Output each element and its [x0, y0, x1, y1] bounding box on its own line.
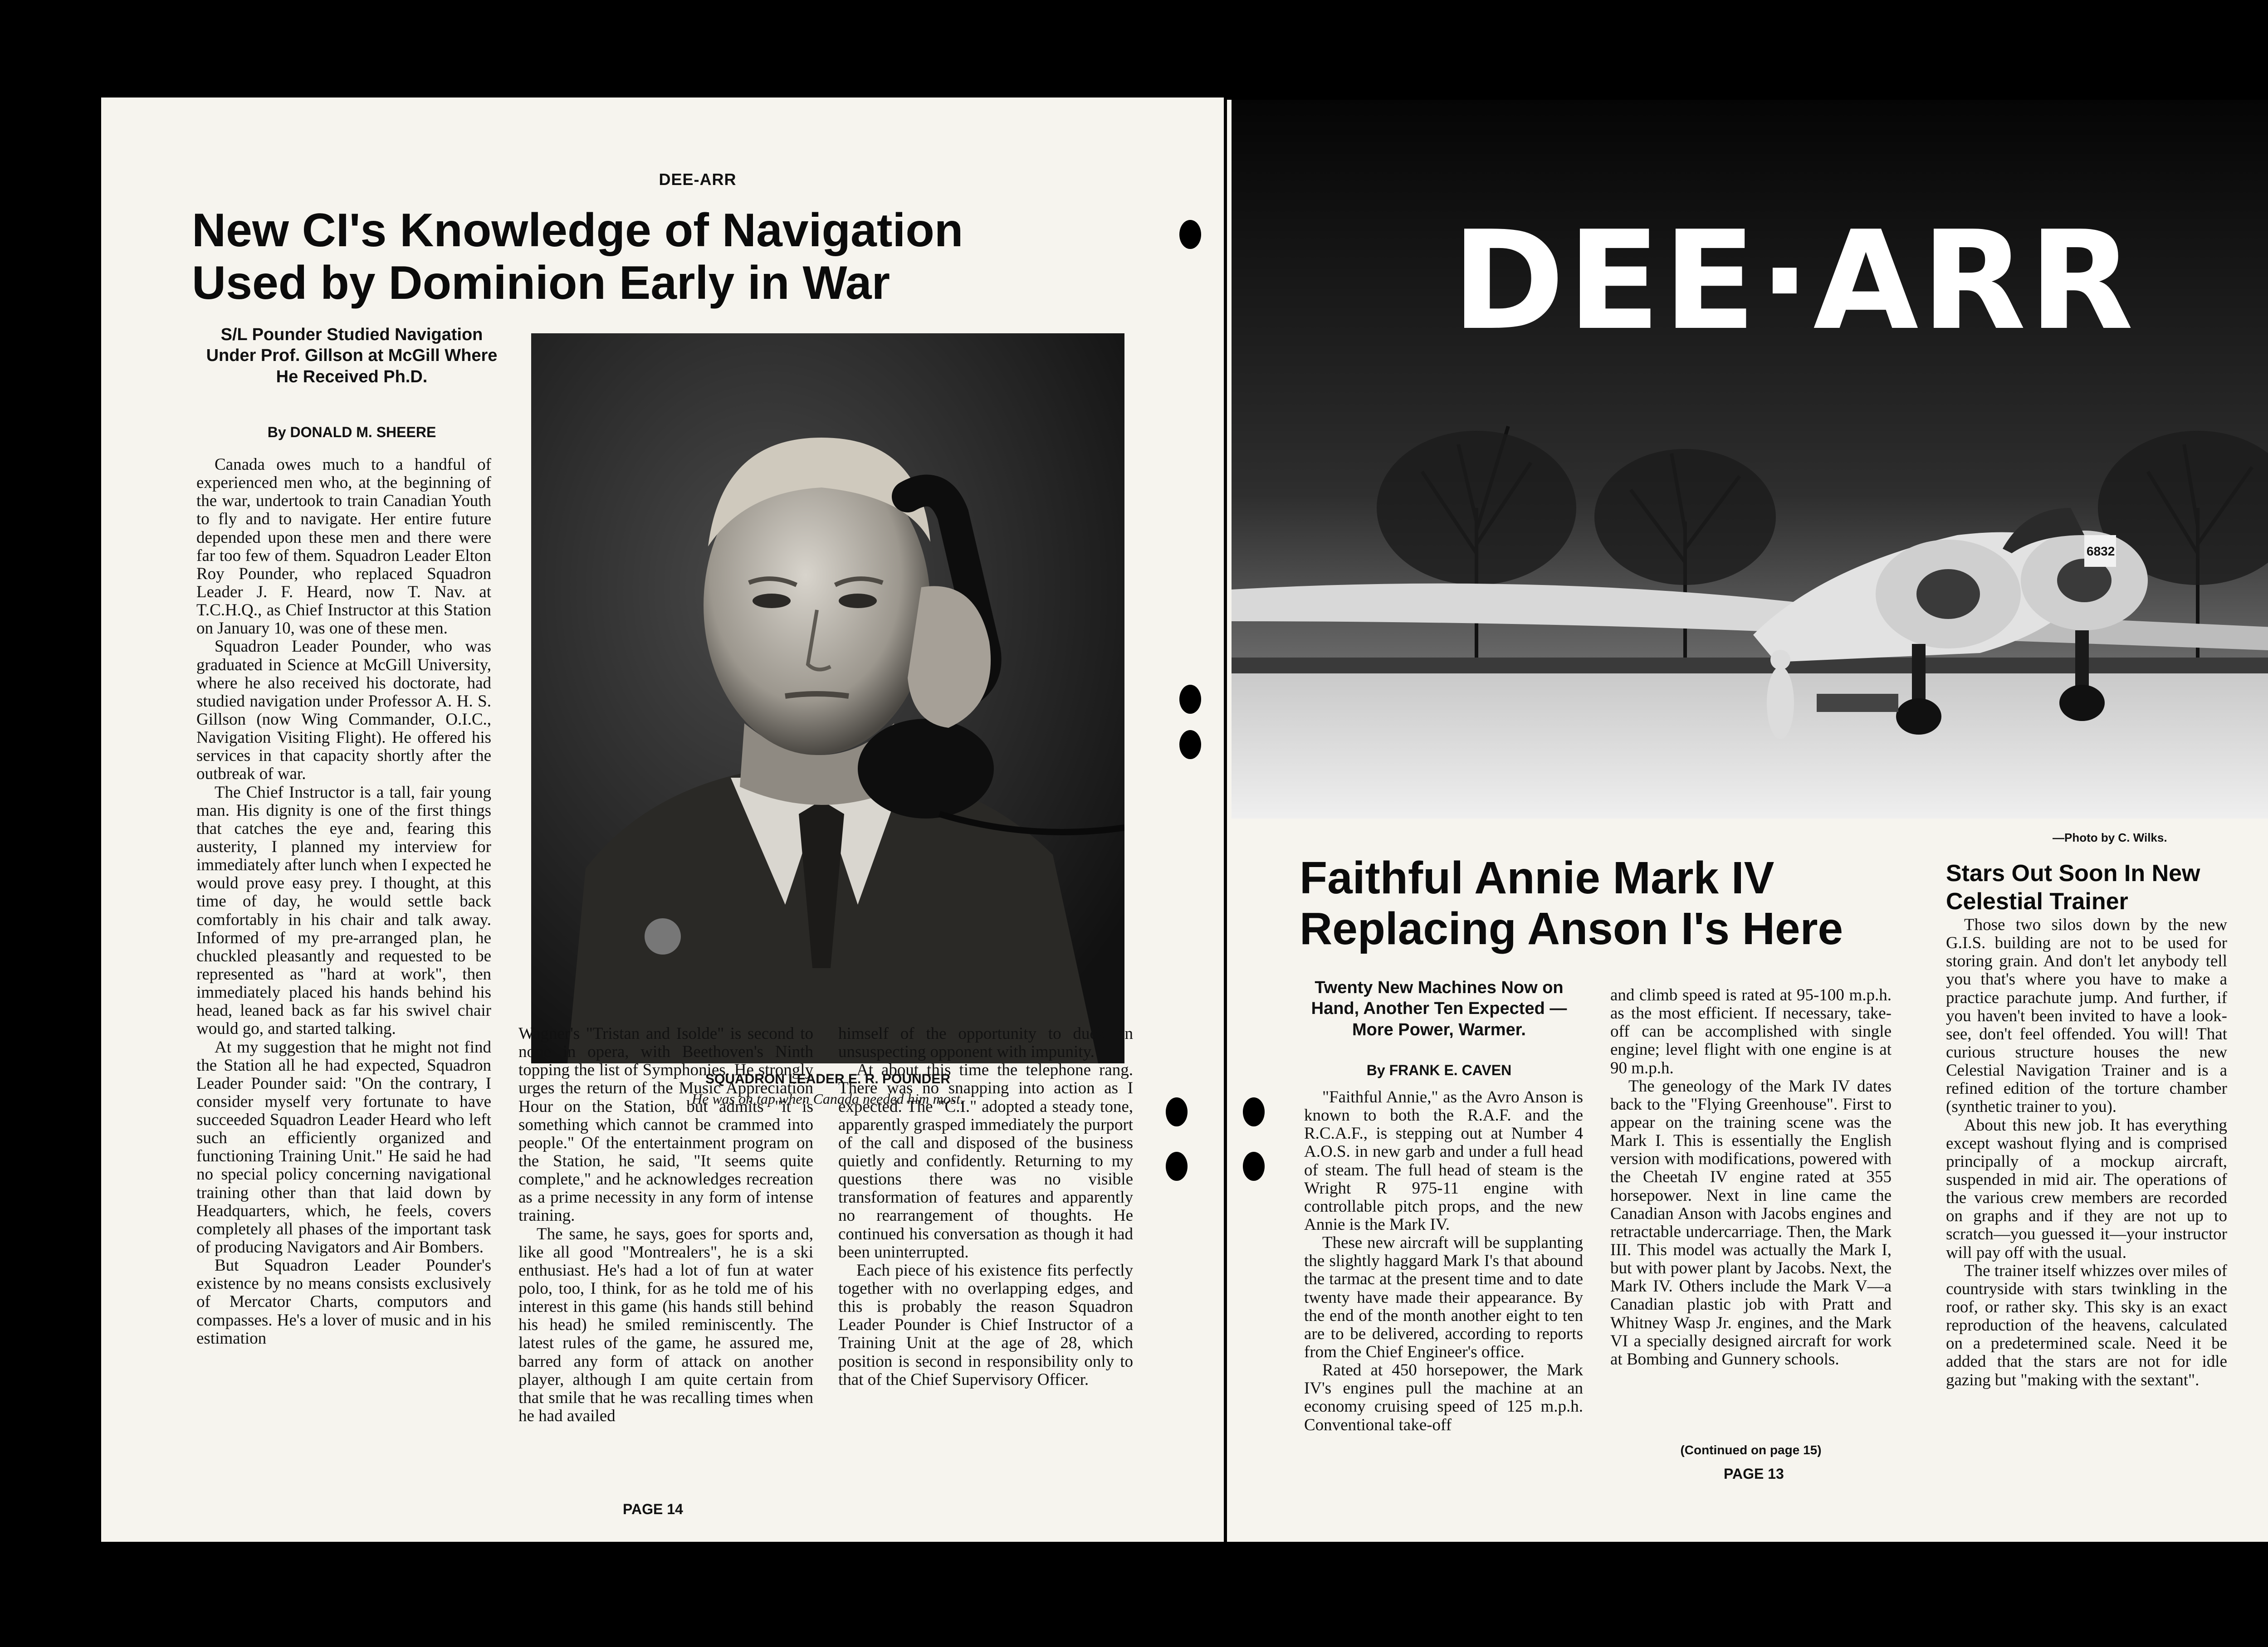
left-article-column-2 — [518, 1025, 813, 1496]
portrait-caption-subtitle: He was on tap when Canada needed him most. — [692, 1091, 964, 1107]
binding-hole — [1179, 730, 1201, 759]
binding-hole — [1166, 1097, 1188, 1126]
right-headline-line-1: Faithful Annie Mark IV — [1300, 853, 1774, 903]
masthead-small: DEE-ARR — [659, 170, 737, 189]
portrait-illustration — [531, 333, 1124, 1063]
left-headline — [192, 204, 1122, 310]
paragraph: The Chief Instructor is a tall, fair young man. His dignity is one of the first things that catches the eye and, fearing this austerity, I planned my interview for immediately after lunch when I expected he would prove easy prey. I thought, at this time of day, he would settle back comfortably in his chair and talk away. Informed of my pre-arranged plan, he chuckled pleasantly and requested to be represented as "hard at work", then immediately placed his hands behind his head, leaned back as far his swivel chair would go, and started talking. — [196, 783, 491, 1038]
paragraph: Each piece of his existence fits perfectly together with no overlapping edges, and this is probably the reason Squadron Leader Pounder is Chief Instructor of a Training Unit at the age of 28, which position is second in responsibility only to that of the Chief Supervisory Officer. — [838, 1261, 1133, 1389]
right-deck: Twenty New Machines Now on Hand, Another Ten Expected — More Power, Warmer. — [1311, 978, 1567, 1039]
right-article-column-3 — [1946, 916, 2227, 1465]
paragraph: Wagner's "Tristan and Isolde" is second to none in opera, with Beethoven's Ninth topping the list of Symphonies. He strongly urges the return of the Music Appreciation Hour on the Station, but admits "it is something which cannot be crammed into people." Of the entertainment program on the Station, he said, "It seems quite complete," and he acknowledges recreation as a prime necessity in any form of intense training. — [518, 1025, 813, 1225]
left-page-number: PAGE 14 — [623, 1501, 683, 1517]
left-article-column-3 — [838, 1025, 1133, 1496]
paragraph: About this new job. It has everything except washout flying and is comprised principally of a mockup aircraft, suspended in mid air. The operations of the various crew members are recorded on graphs and if they are not up to scratch—you guessed it—your instructor will pay off with the usual. — [1946, 1116, 2227, 1262]
paragraph: Squadron Leader Pounder, who was graduated in Science at McGill University, where he also received his doctorate, had studied navigation under Professor A. H. S. Gillson (now Wing Commander, O.I.C., Navigation Visiting Flight). He offered his services in that capacity shortly after the outbreak of war. — [196, 637, 491, 784]
left-page — [101, 97, 1224, 1542]
right-headline-line-2: Replacing Anson I's Here — [1300, 903, 1843, 954]
right-article-column-1 — [1304, 1088, 1583, 1469]
side-headline: Stars Out Soon In New Celestial Trainer — [1946, 860, 2200, 915]
aircraft-photo — [1232, 100, 2268, 819]
paragraph: But Squadron Leader Pounder's existence by no means consists exclusively of Mercator Charts, computors and compasses. He's a lover of music and in his estimation — [196, 1256, 491, 1348]
left-headline-line-2: Used by Dominion Early in War — [192, 257, 890, 310]
right-page — [1227, 100, 2268, 1542]
paragraph: These new aircraft will be supplanting the slightly haggard Mark I's that abound the tarmac at the present time and to date twenty have made their appearance. By the end of the month another eight to ten are to be delivered, according to reports from the Chief Engineer's office. — [1304, 1233, 1583, 1361]
right-article-column-2 — [1610, 986, 1892, 1440]
paragraph: Rated at 450 horsepower, the Mark IV's engines pull the machine at an economy cruising speed of 125 m.p.h. Conventional take-off — [1304, 1361, 1583, 1434]
paragraph: Those two silos down by the new G.I.S. building are not to be used for storing grain. And don't let anybody tell you that's where you have to make a practice parachute jump. And further, if you haven't been invited to have a look-see, don't feel offended. You will! That curious structure houses the new Celestial Navigation Trainer and is a refined edition of the torture chamber (synthetic trainer to you). — [1946, 916, 2227, 1116]
binding-hole — [1179, 685, 1201, 714]
binding-hole — [1166, 1152, 1188, 1181]
left-byline: By DONALD M. SHEERE — [267, 424, 436, 440]
paragraph: The trainer itself whizzes over miles of countryside with stars twinkling in the roof, or rather sky. This sky is an exact reproduction of the heavens, calculated on a predetermined scale. Need it be added that the stars are not for idle gazing but "making with the sextant". — [1946, 1261, 2227, 1389]
binding-hole — [1243, 1097, 1265, 1126]
paragraph: Canada owes much to a handful of experienced men who, at the beginning of the war, undertook to train Canadian Youth to fly and to navigate. Her entire future depended upon these men and there were far too few of them. Squadron Leader Elton Roy Pounder, who replaced Squadron Leader J. F. Heard, now T. Nav. at T.C.H.Q., as Chief Instructor at this Station on January 10, was one of these men. — [196, 456, 491, 638]
paragraph: The same, he says, goes for sports and, like all good "Montrealers", he is a ski enthusiast. He's had a lot of fun at water polo, too, I think, for as he told me of his interest in this game (his hands still behind his head) he smiled reminiscently. The latest rules of the game, he assured me, barred any form of attack on another player, although I am quite certain from that smile that he was recalling times when he had availed — [518, 1224, 813, 1425]
portrait-photo — [531, 333, 1124, 1063]
continued-notice: (Continued on page 15) — [1680, 1443, 1822, 1457]
right-headline — [1300, 853, 1898, 954]
right-page-number: PAGE 13 — [1724, 1466, 1784, 1482]
left-article-column-1 — [196, 456, 491, 1494]
paragraph: The geneology of the Mark IV dates back to the "Flying Greenhouse". First to appear on the training scene was the Mark I. This is essentially the English version with modifications, powered with the Cheetah IV engine rated at 355 horsepower. Next in line came the Canadian Anson with Jacobs engines and retractable undercarriage. Then, the Mark III. This model was actually the Mark I, but with power plant by Jacobs. Next, the Mark IV. Others include the Mark V—a Canadian plastic job with Pratt and Whitney Wasp Jr. engines, and the Mark VI a specially designed aircraft for work at Bombing and Gunnery schools. — [1610, 1077, 1892, 1369]
photo-credit: —Photo by C. Wilks. — [2053, 831, 2167, 844]
aircraft-serial-marking: 6832 — [2087, 544, 2115, 558]
left-headline-line-1: New CI's Knowledge of Navigation — [192, 204, 963, 257]
paragraph: At my suggestion that he might not find the Station all he had expected, Squadron Leader Pounder said: "On the contrary, I consider myself very fortunate to have succeeded Squadron Leader Heard who left such an efficiently organized and functioning Training Unit." He said he had no special policy concerning navigational training other than that laid down by Headquarters, which, he feels, covers completely all phases of the important task of producing Navigators and Air Bombers. — [196, 1038, 491, 1257]
right-byline: By FRANK E. CAVEN — [1366, 1062, 1512, 1078]
binding-hole — [1243, 1152, 1265, 1181]
left-deck: S/L Pounder Studied Navigation Under Prof. Gillson at McGill Where He Received Ph.D. — [206, 325, 498, 386]
binding-hole — [1179, 220, 1201, 249]
dee-arr-logo: DEE·ARR — [1452, 202, 2136, 360]
paragraph: himself of the opportunity to duck an unsuspecting opponent with impunity. — [838, 1025, 1133, 1062]
paragraph: and climb speed is rated at 95-100 m.p.h. as the most efficient. If necessary, take-off can be accomplished with single engine; level flight with one engine is at 90 m.p.h. — [1610, 986, 1892, 1077]
paragraph: "Faithful Annie," as the Avro Anson is known to both the R.A.F. and the R.C.A.F., is stepping out at Number 4 A.O.S. in new garb and under a full head of steam. The full head of steam is the Wright R 975-11 engine with controllable pitch props, and the new Annie is the Mark IV. — [1304, 1088, 1583, 1234]
portrait-caption-title: SQUADRON LEADER E. R. POUNDER — [705, 1072, 951, 1087]
paragraph: At about this time the telephone rang. There was no snapping into action as I expected. The "C.I." adopted a steady tone, apparently grasped immediately the purport of the call and disposed of the business quietly and confidently. Returning to my questions there was no visible transformation of features and apparently no rearrangement of thoughts. He continued his conversation as though it had been uninterrupted. — [838, 1061, 1133, 1262]
